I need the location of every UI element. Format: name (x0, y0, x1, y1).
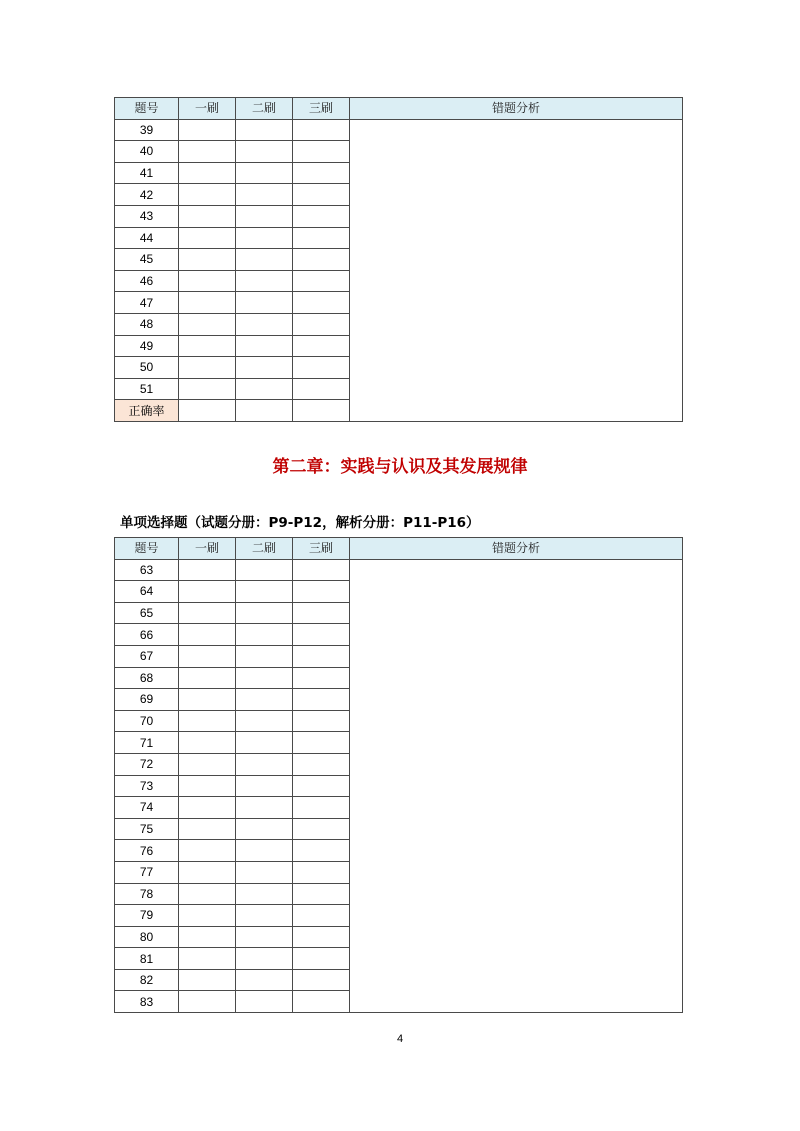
question-number-cell: 70 (115, 710, 179, 732)
second-pass-cell[interactable] (236, 270, 293, 292)
third-pass-cell[interactable] (293, 818, 350, 840)
third-pass-cell[interactable] (293, 559, 350, 581)
third-pass-cell[interactable] (293, 602, 350, 624)
header-second-pass: 二刷 (236, 98, 293, 120)
third-pass-cell[interactable] (293, 797, 350, 819)
third-pass-cell[interactable] (293, 357, 350, 379)
third-pass-cell[interactable] (293, 335, 350, 357)
question-number-cell: 50 (115, 357, 179, 379)
third-pass-cell[interactable] (293, 905, 350, 927)
header-second-pass: 二刷 (236, 538, 293, 560)
question-number-cell: 40 (115, 141, 179, 163)
table-header-row (115, 98, 683, 120)
header-error-analysis: 错题分析 (350, 98, 683, 120)
second-pass-cell[interactable] (236, 905, 293, 927)
first-pass-cell[interactable] (179, 559, 236, 581)
first-pass-cell[interactable] (179, 883, 236, 905)
first-pass-cell[interactable] (179, 775, 236, 797)
header-first-pass: 一刷 (179, 98, 236, 120)
third-pass-cell[interactable] (293, 400, 350, 422)
question-number-cell: 44 (115, 227, 179, 249)
second-pass-cell[interactable] (236, 883, 293, 905)
third-pass-cell[interactable] (293, 119, 350, 141)
second-pass-cell[interactable] (236, 991, 293, 1013)
question-number-cell: 64 (115, 581, 179, 603)
question-number-cell: 51 (115, 378, 179, 400)
first-pass-cell[interactable] (179, 991, 236, 1013)
question-number-cell: 41 (115, 162, 179, 184)
second-pass-cell[interactable] (236, 227, 293, 249)
first-pass-cell[interactable] (179, 313, 236, 335)
header-question-number: 题号 (115, 538, 179, 560)
third-pass-cell[interactable] (293, 991, 350, 1013)
question-number-cell: 78 (115, 883, 179, 905)
first-pass-cell[interactable] (179, 948, 236, 970)
second-pass-cell[interactable] (236, 292, 293, 314)
first-pass-cell[interactable] (179, 581, 236, 603)
error-analysis-cell[interactable] (350, 119, 683, 421)
third-pass-cell[interactable] (293, 205, 350, 227)
header-third-pass: 三刷 (293, 98, 350, 120)
second-pass-cell[interactable] (236, 184, 293, 206)
chapter-title: 第二章：实践与认识及其发展规律 (272, 457, 528, 477)
third-pass-cell[interactable] (293, 775, 350, 797)
accuracy-label: 正确率 (115, 400, 179, 422)
first-pass-cell[interactable] (179, 227, 236, 249)
second-pass-cell[interactable] (236, 162, 293, 184)
third-pass-cell[interactable] (293, 667, 350, 689)
question-number-cell: 68 (115, 667, 179, 689)
second-pass-cell[interactable] (236, 861, 293, 883)
question-number-cell: 69 (115, 689, 179, 711)
first-pass-cell[interactable] (179, 141, 236, 163)
second-pass-cell[interactable] (236, 559, 293, 581)
question-number-cell: 63 (115, 559, 179, 581)
third-pass-cell[interactable] (293, 141, 350, 163)
first-pass-cell[interactable] (179, 205, 236, 227)
third-pass-cell[interactable] (293, 581, 350, 603)
question-number-cell: 79 (115, 905, 179, 927)
second-pass-cell[interactable] (236, 753, 293, 775)
third-pass-cell[interactable] (293, 710, 350, 732)
third-pass-cell[interactable] (293, 753, 350, 775)
second-pass-cell[interactable] (236, 602, 293, 624)
page-number: 4 (396, 1033, 404, 1045)
second-pass-cell[interactable] (236, 732, 293, 754)
first-pass-cell[interactable] (179, 667, 236, 689)
table-row (115, 559, 683, 581)
question-number-cell: 46 (115, 270, 179, 292)
first-pass-cell[interactable] (179, 861, 236, 883)
question-number-cell: 39 (115, 119, 179, 141)
third-pass-cell[interactable] (293, 689, 350, 711)
question-number-cell: 73 (115, 775, 179, 797)
header-error-analysis: 错题分析 (350, 538, 683, 560)
second-pass-cell[interactable] (236, 335, 293, 357)
second-pass-cell[interactable] (236, 645, 293, 667)
third-pass-cell[interactable] (293, 184, 350, 206)
first-pass-cell[interactable] (179, 249, 236, 271)
first-pass-cell[interactable] (179, 357, 236, 379)
question-number-cell: 66 (115, 624, 179, 646)
question-number-cell: 67 (115, 645, 179, 667)
question-number-cell: 72 (115, 753, 179, 775)
third-pass-cell[interactable] (293, 861, 350, 883)
second-pass-cell[interactable] (236, 141, 293, 163)
table-header-row (115, 538, 683, 560)
question-number-cell: 71 (115, 732, 179, 754)
first-pass-cell[interactable] (179, 602, 236, 624)
error-analysis-cell[interactable] (350, 559, 683, 1012)
question-number-cell: 82 (115, 969, 179, 991)
third-pass-cell[interactable] (293, 840, 350, 862)
third-pass-cell[interactable] (293, 249, 350, 271)
first-pass-cell[interactable] (179, 818, 236, 840)
answer-table-1 (114, 97, 683, 422)
first-pass-cell[interactable] (179, 335, 236, 357)
first-pass-cell[interactable] (179, 378, 236, 400)
second-pass-cell[interactable] (236, 205, 293, 227)
first-pass-cell[interactable] (179, 969, 236, 991)
first-pass-cell[interactable] (179, 689, 236, 711)
first-pass-cell[interactable] (179, 624, 236, 646)
first-pass-cell[interactable] (179, 753, 236, 775)
second-pass-cell[interactable] (236, 948, 293, 970)
section-title: 单项选择题（试题分册：P9-P12，解析分册：P11-P16） (120, 515, 480, 531)
table-row (115, 119, 683, 141)
question-number-cell: 47 (115, 292, 179, 314)
second-pass-cell[interactable] (236, 775, 293, 797)
third-pass-cell[interactable] (293, 645, 350, 667)
answer-table-2 (114, 537, 683, 1013)
third-pass-cell[interactable] (293, 313, 350, 335)
second-pass-cell[interactable] (236, 969, 293, 991)
third-pass-cell[interactable] (293, 227, 350, 249)
third-pass-cell[interactable] (293, 378, 350, 400)
first-pass-cell[interactable] (179, 400, 236, 422)
first-pass-cell[interactable] (179, 292, 236, 314)
second-pass-cell[interactable] (236, 624, 293, 646)
second-pass-cell[interactable] (236, 581, 293, 603)
third-pass-cell[interactable] (293, 162, 350, 184)
first-pass-cell[interactable] (179, 645, 236, 667)
first-pass-cell[interactable] (179, 905, 236, 927)
question-number-cell: 74 (115, 797, 179, 819)
second-pass-cell[interactable] (236, 667, 293, 689)
second-pass-cell[interactable] (236, 797, 293, 819)
third-pass-cell[interactable] (293, 883, 350, 905)
second-pass-cell[interactable] (236, 689, 293, 711)
third-pass-cell[interactable] (293, 926, 350, 948)
third-pass-cell[interactable] (293, 292, 350, 314)
question-number-cell: 48 (115, 313, 179, 335)
first-pass-cell[interactable] (179, 732, 236, 754)
second-pass-cell[interactable] (236, 249, 293, 271)
first-pass-cell[interactable] (179, 840, 236, 862)
first-pass-cell[interactable] (179, 184, 236, 206)
first-pass-cell[interactable] (179, 710, 236, 732)
header-third-pass: 三刷 (293, 538, 350, 560)
third-pass-cell[interactable] (293, 732, 350, 754)
second-pass-cell[interactable] (236, 926, 293, 948)
second-pass-cell[interactable] (236, 313, 293, 335)
first-pass-cell[interactable] (179, 270, 236, 292)
question-number-cell: 76 (115, 840, 179, 862)
third-pass-cell[interactable] (293, 624, 350, 646)
second-pass-cell[interactable] (236, 840, 293, 862)
second-pass-cell[interactable] (236, 818, 293, 840)
third-pass-cell[interactable] (293, 969, 350, 991)
question-number-cell: 42 (115, 184, 179, 206)
second-pass-cell[interactable] (236, 710, 293, 732)
third-pass-cell[interactable] (293, 948, 350, 970)
question-number-cell: 77 (115, 861, 179, 883)
question-number-cell: 65 (115, 602, 179, 624)
second-pass-cell[interactable] (236, 378, 293, 400)
second-pass-cell[interactable] (236, 357, 293, 379)
question-number-cell: 75 (115, 818, 179, 840)
question-number-cell: 80 (115, 926, 179, 948)
question-number-cell: 81 (115, 948, 179, 970)
first-pass-cell[interactable] (179, 119, 236, 141)
second-pass-cell[interactable] (236, 400, 293, 422)
first-pass-cell[interactable] (179, 797, 236, 819)
third-pass-cell[interactable] (293, 270, 350, 292)
first-pass-cell[interactable] (179, 162, 236, 184)
second-pass-cell[interactable] (236, 119, 293, 141)
question-number-cell: 45 (115, 249, 179, 271)
header-question-number: 题号 (115, 98, 179, 120)
question-number-cell: 43 (115, 205, 179, 227)
question-number-cell: 49 (115, 335, 179, 357)
header-first-pass: 一刷 (179, 538, 236, 560)
question-number-cell: 83 (115, 991, 179, 1013)
first-pass-cell[interactable] (179, 926, 236, 948)
